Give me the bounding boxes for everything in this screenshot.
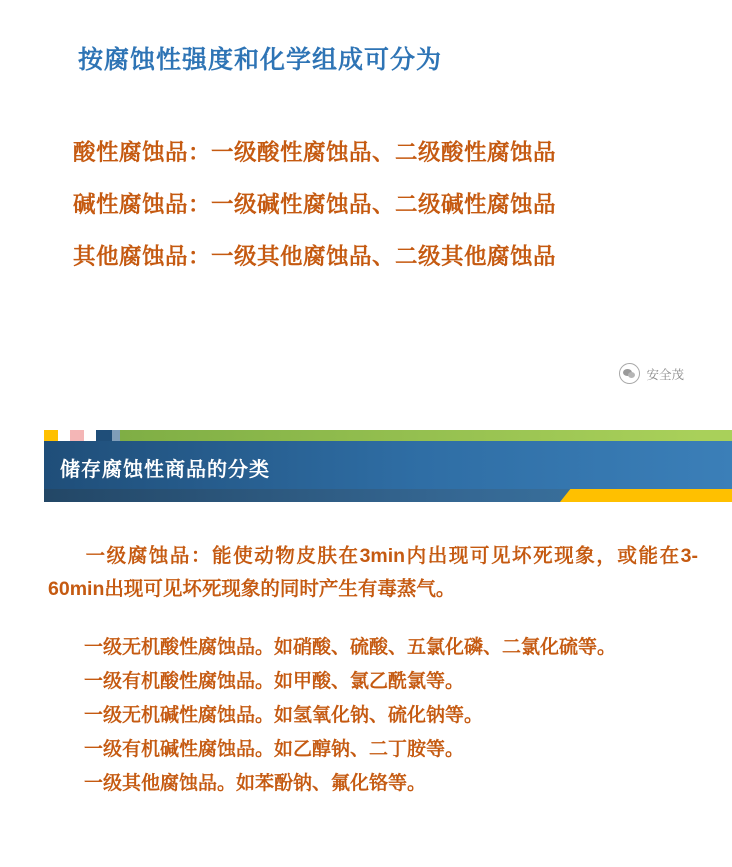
list-item: [48, 632, 698, 663]
strip-segment: [70, 430, 84, 441]
list-item: 碱性腐蚀品：一级碱性腐蚀品、二级碱性腐蚀品: [73, 192, 557, 217]
lead-paragraph-text: 一级腐蚀品：能使动物皮肤在3min内出现可见坏死现象，或能在3-60min出现可见坏死现象的同时产生有毒蒸气。: [48, 545, 698, 600]
section-title: 储存腐蚀性商品的分类: [60, 459, 270, 481]
slide-two: [0, 420, 732, 867]
slide-one: [0, 0, 732, 420]
strip-segment: [112, 430, 120, 441]
slide-one-title: 按腐蚀性强度和化学组成可分为: [78, 46, 443, 74]
list-item: [48, 768, 698, 799]
decorative-color-strip: [44, 430, 732, 441]
strip-segment: [58, 430, 70, 441]
watermark-label: 安全茂: [646, 367, 684, 382]
list-item: 其他腐蚀品：一级其他腐蚀品、二级其他腐蚀品: [73, 244, 557, 269]
strip-segment: [96, 430, 112, 441]
strip-segment: [84, 430, 96, 441]
list-item-text: 一级其他腐蚀品。如苯酚钠、氟化铬等。: [84, 773, 427, 794]
list-item-text: 一级有机酸性腐蚀品。如甲酸、氯乙酰氯等。: [84, 671, 465, 692]
list-item: [48, 700, 698, 731]
section-banner-accent: [560, 489, 732, 502]
slide-one-line-list: [73, 135, 673, 291]
wechat-icon: [619, 363, 640, 384]
list-item-text: 一级无机碱性腐蚀品。如氢氧化钠、硫化钠等。: [84, 705, 484, 726]
watermark: [619, 363, 684, 384]
list-item: [48, 734, 698, 765]
strip-segment: [44, 430, 58, 441]
list-item-text: 一级有机碱性腐蚀品。如乙醇钠、二丁胺等。: [84, 739, 465, 760]
list-item: 酸性腐蚀品：一级酸性腐蚀品、二级酸性腐蚀品: [73, 140, 557, 165]
strip-segment: [120, 430, 700, 441]
lead-paragraph: [48, 540, 698, 606]
slide-two-body: [48, 540, 698, 802]
list-item: [48, 666, 698, 697]
strip-segment: [700, 430, 732, 441]
list-item-text: 一级无机酸性腐蚀品。如硝酸、硫酸、五氯化磷、二氯化硫等。: [84, 637, 617, 658]
item-list: [48, 632, 698, 799]
